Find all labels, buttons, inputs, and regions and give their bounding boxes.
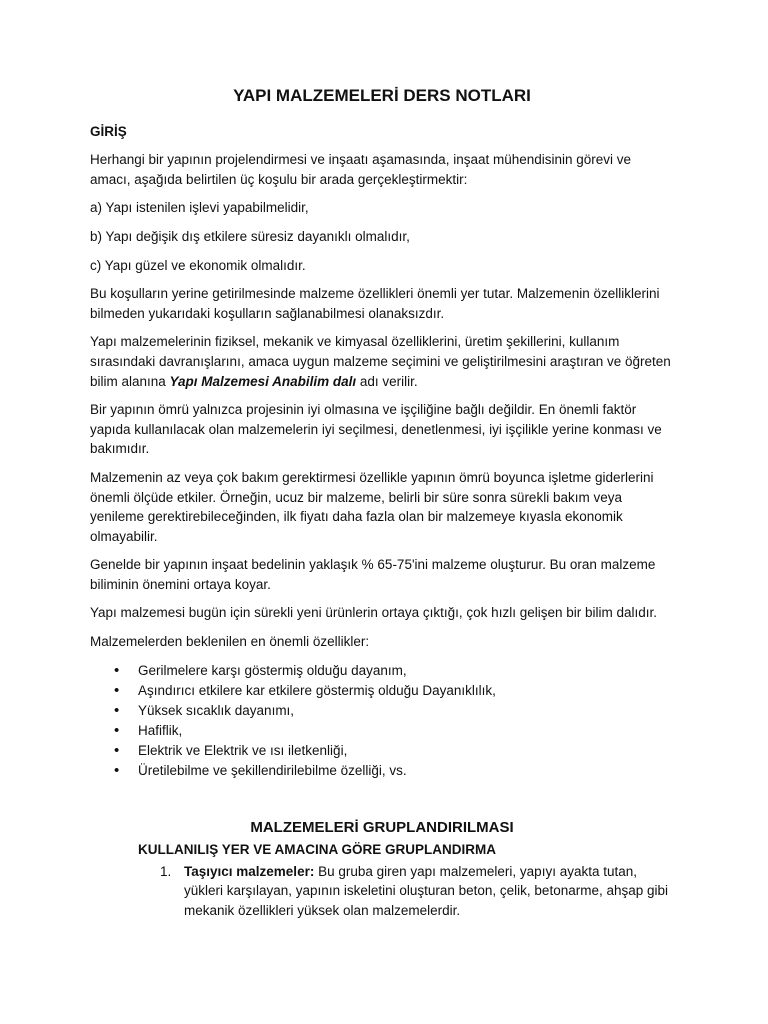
properties-list [90,661,674,781]
list-item: • Üretilebilme ve şekillendirilebilme özelliği, vs. [90,761,674,781]
groups-list [90,862,674,921]
group-number: 1. [160,863,172,879]
intro-paragraph: Herhangi bir yapının projelendirmesi ve inşaatı aşamasında, inşaat mühendisinin görevi ve amacı, aşağıda belirtilen üç koşulu bir arada gerçekleştirmektir: [90,152,632,187]
list-item: • Elektrik ve Elektrik ve ısı iletkenliği, [90,741,674,761]
condition-a: a) Yapı istenilen işlevi yapabilmelidir, [90,200,309,216]
development-paragraph: Yapı malzemesi bugün için sürekli yeni ürünlerin ortaya çıktığı, çok hızlı gelişen bir bilim dalıdır. [90,605,658,621]
group-item [90,862,674,921]
definition-emphasis: Yapı Malzemesi Anabilim dalı [169,373,357,389]
definition-text-after: adı verilir. [356,373,418,389]
group-text: Bu gruba giren yapı malzemeleri, yapıyı ayakta tutan, yükleri karşılayan, yapının iskeletini oluşturan beton, çelik, betonarme, ahşap gibi mekanik özellikleri yüksek olan malzemelerdir. [184,863,669,919]
intro-heading: GİRİŞ [90,123,127,139]
lifespan-paragraph: Bir yapının ömrü yalnızca projesinin iyi olmasına ve işçiliğine bağlı değildir. En önemli faktör yapıda kullanılacak olan malzemelerin iyi seçilmesi, denetlenmesi, iyi işçilikle yerine konması ve bakımıdır. [90,402,662,457]
group-lead: Taşıyıcı malzemeler: [184,863,315,879]
maintenance-paragraph: Malzemenin az veya çok bakım gerektirmesi özellikle yapının ömrü boyunca işletme giderlerini önemli ölçüde etkiler. Örneğin, ucuz bir malzeme, belirli bir süre sonra sürekli bakım veya yenileme gerektirebileceğinden, ilk fiyatı daha fazla olan bir malzemeye kıyasla ekonomik olmayabilir. [90,469,654,544]
list-item: • Hafiflik, [90,721,674,741]
definition-text-before: Yapı malzemelerinin fiziksel, mekanik ve kimyasal özelliklerini, üretim şekillerini, kullanım sırasındaki davranışlarını, amaca uygun malzeme seçimini ve geliştirilmesini araştıran ve öğreten bilim alanına [90,334,671,389]
list-item: • Gerilmelere karşı göstermiş olduğu dayanım, [90,661,674,681]
expected-properties-intro: Malzemelerden beklenilen en önemli özellikler: [90,634,370,650]
condition-c: c) Yapı güzel ve ekonomik olmalıdır. [90,257,306,273]
section-subheading: KULLANILIŞ YER VE AMACINA GÖRE GRUPLANDIRMA [138,842,497,858]
list-item: • Aşındırıcı etkilere kar etkilere göstermiş olduğu Dayanıklılık, [90,681,674,701]
condition-b: b) Yapı değişik dış etkilere süresiz dayanıklı olmalıdır, [90,228,410,244]
definition-paragraph [90,332,674,391]
document-body [90,86,674,921]
properties-paragraph: Bu koşulların yerine getirilmesinde malzeme özellikleri önemli yer tutar. Malzemenin özelliklerini bilmeden yukarıdaki koşulların sağlanabilmesi olanaksızdır. [90,286,660,321]
cost-paragraph: Genelde bir yapının inşaat bedelinin yaklaşık % 65-75'ini malzeme oluşturur. Bu oran malzeme biliminin önemini ortaya koyar. [90,557,656,592]
document-title: YAPI MALZEMELERİ DERS NOTLARI [233,86,531,105]
list-item: • Yüksek sıcaklık dayanımı, [90,701,674,721]
section-title: MALZEMELERİ GRUPLANDIRILMASI [250,818,514,836]
